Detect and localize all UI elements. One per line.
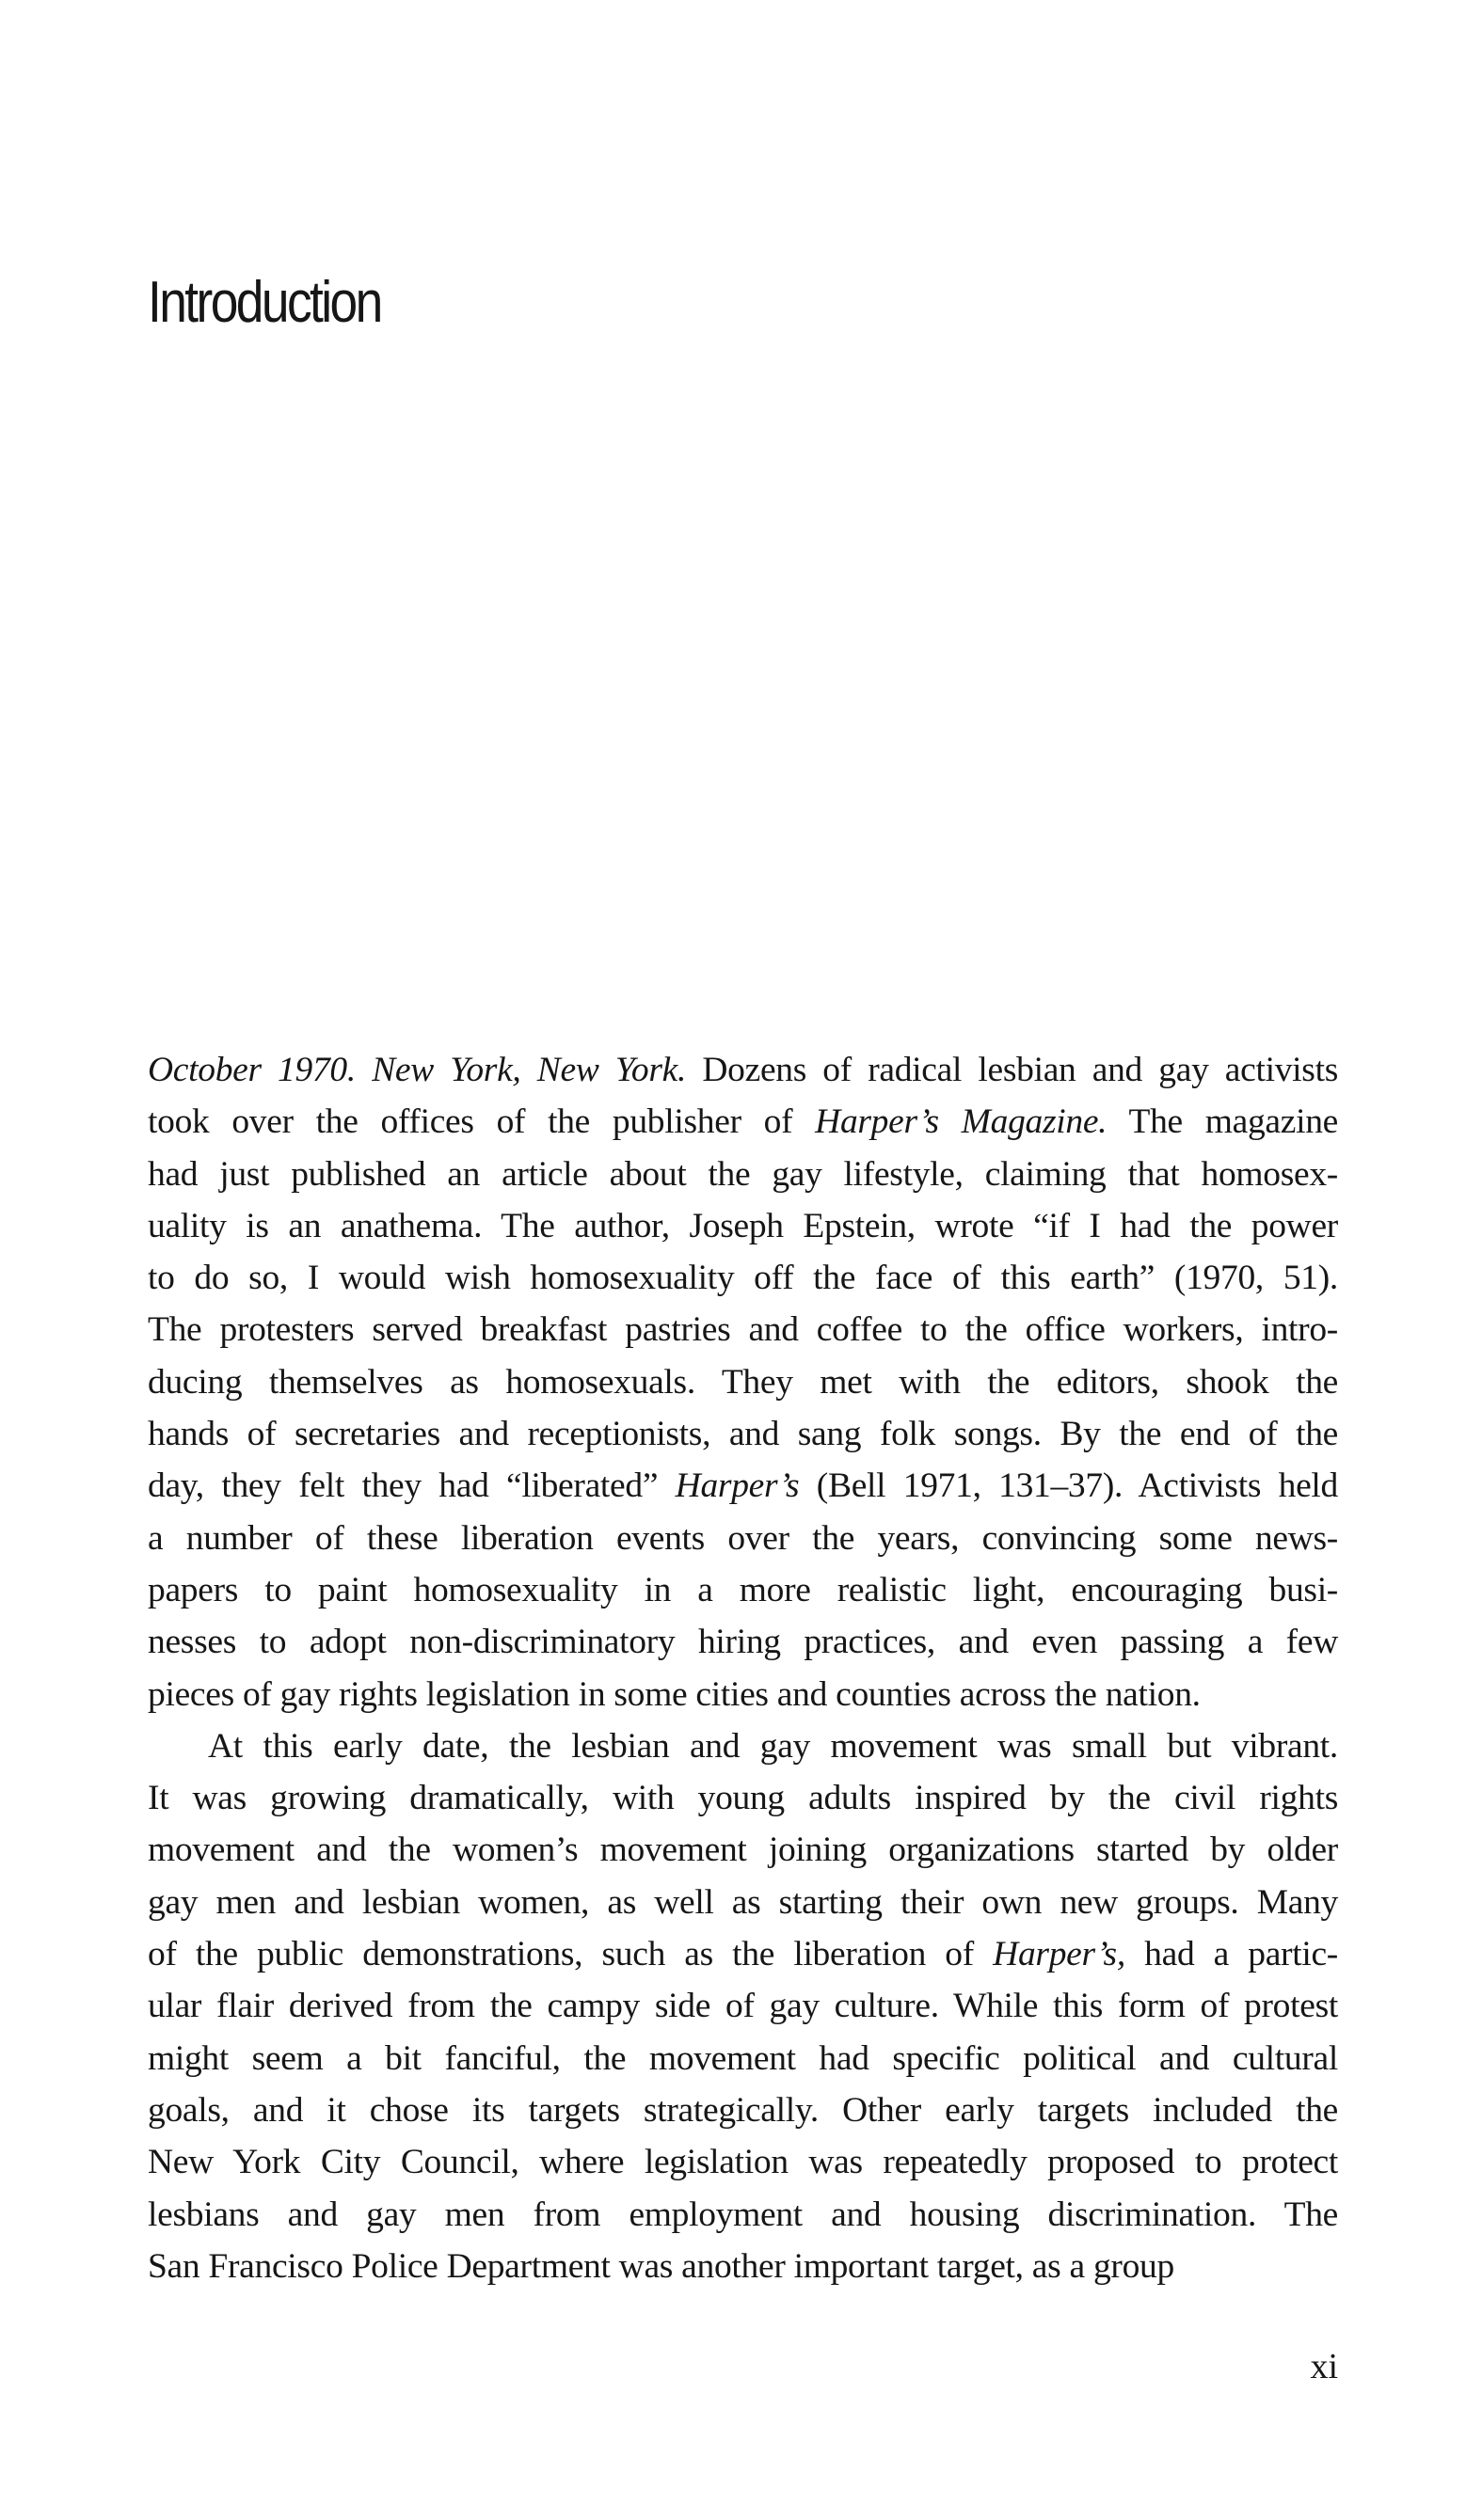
text-segment: hands of secretaries and receptionists, and sang folk songs. By the end of the bbox=[148, 1415, 1338, 1454]
text-line bbox=[148, 1824, 1338, 1876]
text-segment: lesbians and gay men from employment and housing discrimination. The bbox=[148, 2195, 1338, 2234]
text-segment: of the public demonstrations, such as the liberation of bbox=[148, 1935, 994, 1974]
text-line bbox=[148, 1252, 1338, 1304]
text-line bbox=[148, 2136, 1338, 2188]
text-segment: It was growing dramatically, with young adults inspired by the civil rights bbox=[148, 1779, 1338, 1818]
text-line bbox=[148, 1044, 1338, 1096]
text-line bbox=[148, 1408, 1338, 1460]
text-segment: ducing themselves as homosexuals. They met with the editors, shook the bbox=[148, 1362, 1338, 1402]
text-line bbox=[148, 1096, 1338, 1148]
text-line bbox=[148, 2189, 1338, 2241]
text-segment: day, they felt they had “liberated” bbox=[148, 1466, 676, 1506]
text-line bbox=[148, 2033, 1338, 2084]
page-number: xi bbox=[1310, 2347, 1338, 2386]
text-segment: papers to paint homosexuality in a more realistic light, encouraging busi- bbox=[148, 1570, 1338, 1609]
text-segment: gay men and lesbian women, as well as starting their own new groups. Many bbox=[148, 1882, 1338, 1922]
text-segment: uality is an anathema. The author, Joseph Epstein, wrote “if I had the power bbox=[148, 1206, 1338, 1245]
text-segment: The magazine bbox=[1107, 1102, 1339, 1142]
text-segment: a number of these liberation events over the years, convincing some news- bbox=[148, 1518, 1338, 1558]
text-line bbox=[148, 1149, 1338, 1200]
text-segment: had a partic- bbox=[1124, 1935, 1338, 1974]
text-line bbox=[148, 1669, 1338, 1720]
body-text bbox=[148, 1044, 1338, 2292]
text-line bbox=[148, 2084, 1338, 2136]
text-segment: might seem a bit fanciful, the movement had specific political and cultural bbox=[148, 2038, 1338, 2078]
text-segment: to do so, I would wish homosexuality off the face of this earth” (1970, 51). bbox=[148, 1259, 1338, 1298]
text-line bbox=[148, 1564, 1338, 1616]
text-segment: nesses to adopt non-discriminatory hiring practices, and even passing a few bbox=[148, 1623, 1338, 1662]
chapter-title: Introduction bbox=[148, 270, 381, 335]
text-segment: At this early date, the lesbian and gay movement was small but vibrant. bbox=[208, 1726, 1338, 1766]
italic-text: Harper’s, bbox=[993, 1935, 1125, 1974]
text-line bbox=[148, 1720, 1338, 1772]
text-line bbox=[148, 1928, 1338, 1980]
text-line bbox=[148, 1980, 1338, 2032]
text-segment: The protesters served breakfast pastries and coffee to the office workers, intro- bbox=[148, 1310, 1338, 1350]
text-segment: (Bell 1971, 131–37). Activists held bbox=[799, 1466, 1338, 1506]
text-segment: took over the offices of the publisher of bbox=[148, 1102, 816, 1142]
text-line bbox=[148, 1356, 1338, 1408]
text-line bbox=[148, 1877, 1338, 1928]
text-line bbox=[148, 1616, 1338, 1668]
text-segment: New York City Council, where legislation was repeatedly proposed to protect bbox=[148, 2143, 1338, 2182]
text-segment: had just published an article about the gay lifestyle, claiming that homosex- bbox=[148, 1154, 1338, 1194]
text-line bbox=[148, 2241, 1338, 2292]
text-line bbox=[148, 1772, 1338, 1824]
text-segment: Dozens of radical lesbian and gay activists bbox=[686, 1051, 1338, 1089]
text-line bbox=[148, 1513, 1338, 1564]
text-line bbox=[148, 1460, 1338, 1512]
text-segment: ular flair derived from the campy side of gay culture. While this form of protest bbox=[148, 1987, 1338, 2026]
text-segment: pieces of gay rights legislation in some cities and counties across the nation. bbox=[148, 1674, 1201, 1714]
text-line bbox=[148, 1200, 1338, 1252]
italic-text: Harper’s Magazine. bbox=[815, 1102, 1108, 1142]
text-segment: goals, and it chose its targets strategically. Other early targets included the bbox=[148, 2090, 1338, 2130]
italic-text: October 1970. New York, New York. bbox=[148, 1051, 687, 1089]
text-segment: San Francisco Police Department was another important target, as a group bbox=[148, 2246, 1174, 2286]
italic-text: Harper’s bbox=[675, 1466, 800, 1506]
text-segment: movement and the women’s movement joining organizations started by older bbox=[148, 1831, 1338, 1870]
text-line bbox=[148, 1304, 1338, 1355]
